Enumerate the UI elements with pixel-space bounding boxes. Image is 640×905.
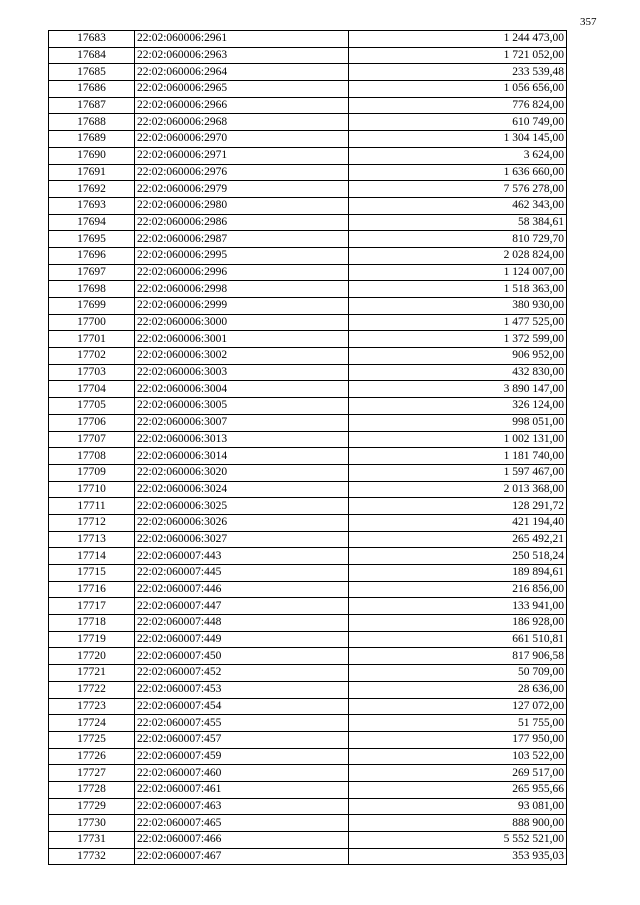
cadastral-number-cell: 22:02:060007:453	[135, 681, 349, 698]
table-row	[49, 64, 567, 81]
page-number: 357	[580, 16, 597, 28]
cadastral-value-cell: 3 890 147,00	[349, 381, 567, 398]
row-number-cell: 17686	[49, 81, 135, 98]
cadastral-number-cell: 22:02:060006:3007	[135, 414, 349, 431]
cadastral-number-cell: 22:02:060007:448	[135, 615, 349, 632]
cadastral-value-cell: 133 941,00	[349, 598, 567, 615]
table-row	[49, 348, 567, 365]
cadastral-number-cell: 22:02:060006:3024	[135, 481, 349, 498]
cadastral-number-cell: 22:02:060007:463	[135, 798, 349, 815]
cadastral-number-cell: 22:02:060006:2996	[135, 264, 349, 281]
cadastral-number-cell: 22:02:060007:459	[135, 748, 349, 765]
table-row	[49, 598, 567, 615]
table-row	[49, 181, 567, 198]
row-number-cell: 17705	[49, 398, 135, 415]
cadastral-number-cell: 22:02:060006:2999	[135, 298, 349, 315]
cadastral-number-cell: 22:02:060006:2976	[135, 164, 349, 181]
cadastral-number-cell: 22:02:060007:449	[135, 631, 349, 648]
table-row	[49, 648, 567, 665]
cadastral-value-cell: 2 013 368,00	[349, 481, 567, 498]
table-row	[49, 47, 567, 64]
cadastral-number-cell: 22:02:060006:3014	[135, 448, 349, 465]
cadastral-number-cell: 22:02:060006:2961	[135, 31, 349, 48]
cadastral-value-cell: 2 028 824,00	[349, 247, 567, 264]
cadastral-value-cell: 888 900,00	[349, 815, 567, 832]
cadastral-number-cell: 22:02:060006:2963	[135, 47, 349, 64]
row-number-cell: 17695	[49, 231, 135, 248]
cadastral-number-cell: 22:02:060006:3000	[135, 314, 349, 331]
row-number-cell: 17711	[49, 498, 135, 515]
table-row	[49, 131, 567, 148]
row-number-cell: 17693	[49, 197, 135, 214]
table-body	[49, 31, 567, 865]
cadastral-value-cell: 1 002 131,00	[349, 431, 567, 448]
cadastral-number-cell: 22:02:060006:3002	[135, 348, 349, 365]
row-number-cell: 17710	[49, 481, 135, 498]
row-number-cell: 17684	[49, 47, 135, 64]
row-number-cell: 17683	[49, 31, 135, 48]
cadastral-value-cell: 432 830,00	[349, 364, 567, 381]
table-row	[49, 565, 567, 582]
table-row	[49, 481, 567, 498]
row-number-cell: 17708	[49, 448, 135, 465]
table-row	[49, 848, 567, 865]
table-row	[49, 97, 567, 114]
table-row	[49, 514, 567, 531]
cadastral-value-cell: 250 518,24	[349, 548, 567, 565]
cadastral-number-cell: 22:02:060006:2971	[135, 147, 349, 164]
cadastral-value-cell: 380 930,00	[349, 298, 567, 315]
cadastral-value-cell: 265 955,66	[349, 781, 567, 798]
row-number-cell: 17692	[49, 181, 135, 198]
row-number-cell: 17721	[49, 665, 135, 682]
row-number-cell: 17704	[49, 381, 135, 398]
cadastral-value-cell: 128 291,72	[349, 498, 567, 515]
table-row	[49, 498, 567, 515]
row-number-cell: 17690	[49, 147, 135, 164]
row-number-cell: 17717	[49, 598, 135, 615]
table-row	[49, 548, 567, 565]
table-row	[49, 798, 567, 815]
cadastral-value-cell: 189 894,61	[349, 565, 567, 582]
cadastral-value-cell: 269 517,00	[349, 765, 567, 782]
cadastral-value-cell: 186 928,00	[349, 615, 567, 632]
cadastral-number-cell: 22:02:060007:443	[135, 548, 349, 565]
cadastral-number-cell: 22:02:060007:465	[135, 815, 349, 832]
cadastral-value-cell: 421 194,40	[349, 514, 567, 531]
cadastral-value-cell: 1 304 145,00	[349, 131, 567, 148]
cadastral-value-cell: 51 755,00	[349, 715, 567, 732]
cadastral-value-cell: 817 906,58	[349, 648, 567, 665]
row-number-cell: 17720	[49, 648, 135, 665]
table-row	[49, 281, 567, 298]
table-row	[49, 247, 567, 264]
table-row	[49, 631, 567, 648]
row-number-cell: 17689	[49, 131, 135, 148]
cadastral-value-cell: 1 518 363,00	[349, 281, 567, 298]
table-row	[49, 314, 567, 331]
row-number-cell: 17701	[49, 331, 135, 348]
cadastral-value-cell: 1 244 473,00	[349, 31, 567, 48]
row-number-cell: 17698	[49, 281, 135, 298]
cadastral-number-cell: 22:02:060006:2970	[135, 131, 349, 148]
cadastral-value-cell: 906 952,00	[349, 348, 567, 365]
cadastral-value-cell: 326 124,00	[349, 398, 567, 415]
row-number-cell: 17716	[49, 581, 135, 598]
table-row	[49, 331, 567, 348]
cadastral-value-cell: 610 749,00	[349, 114, 567, 131]
table-row	[49, 581, 567, 598]
cadastral-number-cell: 22:02:060006:2964	[135, 64, 349, 81]
cadastral-value-cell: 177 950,00	[349, 731, 567, 748]
cadastral-number-cell: 22:02:060006:3027	[135, 531, 349, 548]
cadastral-number-cell: 22:02:060006:2998	[135, 281, 349, 298]
cadastral-value-cell: 50 709,00	[349, 665, 567, 682]
row-number-cell: 17718	[49, 615, 135, 632]
cadastral-number-cell: 22:02:060006:3003	[135, 364, 349, 381]
cadastral-number-cell: 22:02:060006:2995	[135, 247, 349, 264]
cadastral-value-cell: 127 072,00	[349, 698, 567, 715]
cadastral-value-cell: 5 552 521,00	[349, 832, 567, 849]
cadastral-number-cell: 22:02:060006:3004	[135, 381, 349, 398]
row-number-cell: 17732	[49, 848, 135, 865]
cadastral-value-cell: 462 343,00	[349, 197, 567, 214]
row-number-cell: 17688	[49, 114, 135, 131]
table-row	[49, 197, 567, 214]
cadastral-number-cell: 22:02:060006:2986	[135, 214, 349, 231]
cadastral-value-cell: 216 856,00	[349, 581, 567, 598]
cadastral-value-cell: 1 597 467,00	[349, 464, 567, 481]
row-number-cell: 17729	[49, 798, 135, 815]
cadastral-value-cell: 810 729,70	[349, 231, 567, 248]
table-row	[49, 398, 567, 415]
row-number-cell: 17727	[49, 765, 135, 782]
cadastral-number-cell: 22:02:060006:2966	[135, 97, 349, 114]
table-row	[49, 81, 567, 98]
table-row	[49, 681, 567, 698]
cadastral-number-cell: 22:02:060006:2979	[135, 181, 349, 198]
cadastral-number-cell: 22:02:060006:3005	[135, 398, 349, 415]
row-number-cell: 17728	[49, 781, 135, 798]
cadastral-value-cell: 93 081,00	[349, 798, 567, 815]
cadastral-number-cell: 22:02:060007:454	[135, 698, 349, 715]
cadastral-number-cell: 22:02:060006:2965	[135, 81, 349, 98]
table-row	[49, 264, 567, 281]
cadastral-value-cell: 1 056 656,00	[349, 81, 567, 98]
row-number-cell: 17713	[49, 531, 135, 548]
row-number-cell: 17722	[49, 681, 135, 698]
row-number-cell: 17696	[49, 247, 135, 264]
row-number-cell: 17731	[49, 832, 135, 849]
row-number-cell: 17687	[49, 97, 135, 114]
cadastral-value-cell: 265 492,21	[349, 531, 567, 548]
cadastral-value-cell: 7 576 278,00	[349, 181, 567, 198]
cadastral-value-cell: 3 624,00	[349, 147, 567, 164]
table-row	[49, 715, 567, 732]
cadastral-number-cell: 22:02:060007:445	[135, 565, 349, 582]
cadastral-number-cell: 22:02:060006:3026	[135, 514, 349, 531]
table-row	[49, 231, 567, 248]
table-row	[49, 31, 567, 48]
cadastral-value-cell: 776 824,00	[349, 97, 567, 114]
cadastral-value-cell: 661 510,81	[349, 631, 567, 648]
row-number-cell: 17730	[49, 815, 135, 832]
cadastral-number-cell: 22:02:060006:3001	[135, 331, 349, 348]
row-number-cell: 17726	[49, 748, 135, 765]
row-number-cell: 17699	[49, 298, 135, 315]
table-row	[49, 815, 567, 832]
table-row	[49, 214, 567, 231]
cadastral-value-cell: 28 636,00	[349, 681, 567, 698]
row-number-cell: 17723	[49, 698, 135, 715]
row-number-cell: 17715	[49, 565, 135, 582]
cadastral-value-cell: 1 372 599,00	[349, 331, 567, 348]
cadastral-number-cell: 22:02:060006:3013	[135, 431, 349, 448]
table-row	[49, 147, 567, 164]
cadastral-number-cell: 22:02:060007:452	[135, 665, 349, 682]
cadastral-value-cell: 1 181 740,00	[349, 448, 567, 465]
cadastral-value-cell: 998 051,00	[349, 414, 567, 431]
cadastral-number-cell: 22:02:060007:466	[135, 832, 349, 849]
row-number-cell: 17709	[49, 464, 135, 481]
table-row	[49, 731, 567, 748]
table-row	[49, 164, 567, 181]
row-number-cell: 17694	[49, 214, 135, 231]
row-number-cell: 17702	[49, 348, 135, 365]
row-number-cell: 17724	[49, 715, 135, 732]
row-number-cell: 17719	[49, 631, 135, 648]
row-number-cell: 17697	[49, 264, 135, 281]
table-row	[49, 531, 567, 548]
table-row	[49, 298, 567, 315]
cadastral-number-cell: 22:02:060007:461	[135, 781, 349, 798]
table-row	[49, 448, 567, 465]
cadastral-number-cell: 22:02:060007:450	[135, 648, 349, 665]
table-row	[49, 832, 567, 849]
table-row	[49, 781, 567, 798]
cadastral-number-cell: 22:02:060006:2987	[135, 231, 349, 248]
row-number-cell: 17725	[49, 731, 135, 748]
cadastral-value-cell: 233 539,48	[349, 64, 567, 81]
cadastral-number-cell: 22:02:060007:455	[135, 715, 349, 732]
cadastral-number-cell: 22:02:060007:447	[135, 598, 349, 615]
cadastral-value-table	[48, 30, 567, 865]
cadastral-number-cell: 22:02:060007:467	[135, 848, 349, 865]
table-row	[49, 381, 567, 398]
row-number-cell: 17714	[49, 548, 135, 565]
table-row	[49, 748, 567, 765]
table-row	[49, 665, 567, 682]
table-row	[49, 765, 567, 782]
cadastral-value-cell: 1 721 052,00	[349, 47, 567, 64]
row-number-cell: 17706	[49, 414, 135, 431]
cadastral-number-cell: 22:02:060007:446	[135, 581, 349, 598]
table-row	[49, 114, 567, 131]
cadastral-number-cell: 22:02:060006:2980	[135, 197, 349, 214]
row-number-cell: 17700	[49, 314, 135, 331]
row-number-cell: 17691	[49, 164, 135, 181]
table-row	[49, 414, 567, 431]
row-number-cell: 17707	[49, 431, 135, 448]
cadastral-number-cell: 22:02:060006:3020	[135, 464, 349, 481]
table-row	[49, 431, 567, 448]
cadastral-value-cell: 103 522,00	[349, 748, 567, 765]
cadastral-number-cell: 22:02:060007:457	[135, 731, 349, 748]
cadastral-number-cell: 22:02:060007:460	[135, 765, 349, 782]
cadastral-number-cell: 22:02:060006:2968	[135, 114, 349, 131]
table-row	[49, 698, 567, 715]
cadastral-value-cell: 1 477 525,00	[349, 314, 567, 331]
cadastral-number-cell: 22:02:060006:3025	[135, 498, 349, 515]
row-number-cell: 17712	[49, 514, 135, 531]
cadastral-value-cell: 58 384,61	[349, 214, 567, 231]
cadastral-value-cell: 1 124 007,00	[349, 264, 567, 281]
cadastral-value-cell: 1 636 660,00	[349, 164, 567, 181]
row-number-cell: 17703	[49, 364, 135, 381]
table-row	[49, 364, 567, 381]
cadastral-value-cell: 353 935,03	[349, 848, 567, 865]
table-row	[49, 464, 567, 481]
row-number-cell: 17685	[49, 64, 135, 81]
table-row	[49, 615, 567, 632]
